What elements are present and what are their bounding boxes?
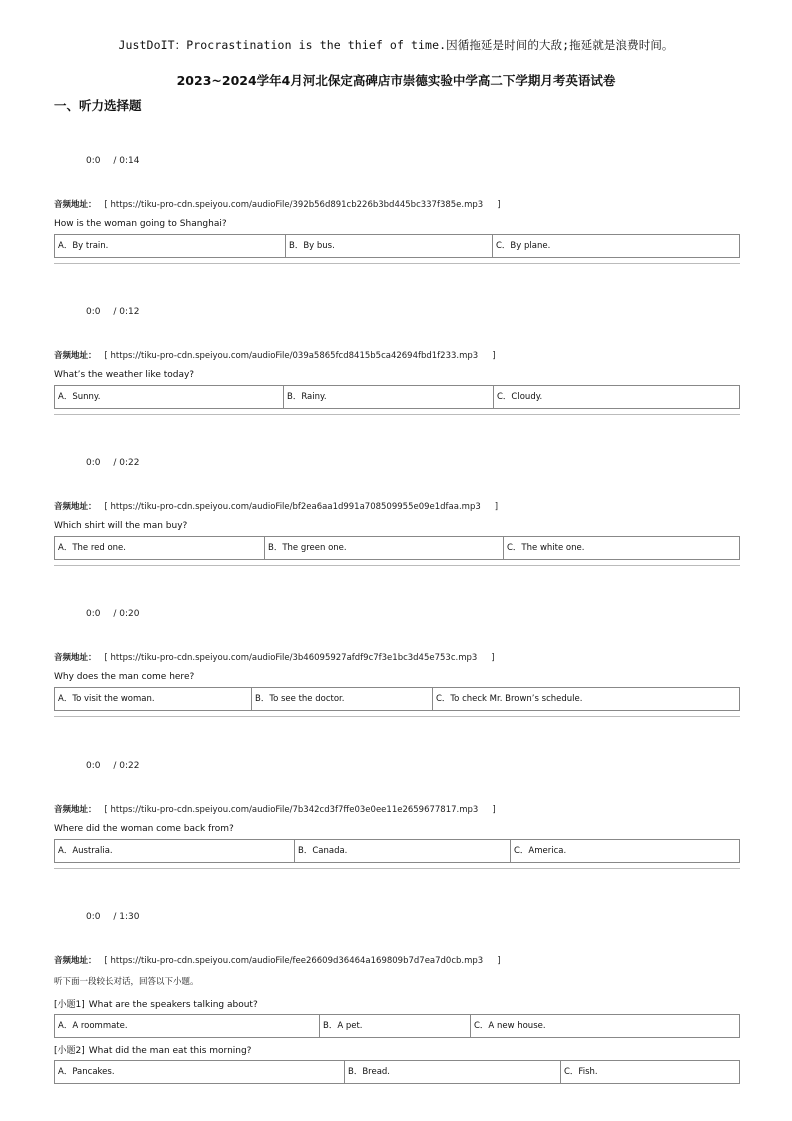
option-c[interactable]: C．The white one. bbox=[507, 543, 585, 553]
option-a[interactable]: A．Sunny. bbox=[55, 386, 284, 408]
option-b[interactable]: B．By bus. bbox=[286, 235, 493, 257]
divider bbox=[54, 565, 740, 566]
audio-source: 音频地址： [ https://tiku-pro-cdn.speiyou.com/audioFile/392b56d891cb226b3bd445bc337f385e.mp3 ] bbox=[54, 200, 501, 210]
question-stem: How is the woman going to Shanghai? bbox=[54, 219, 227, 229]
audio-link[interactable]: https://tiku-pro-cdn.speiyou.com/audioFile/fee26609d36464a169809b7d7ea7d0cb.mp3 bbox=[110, 956, 484, 966]
question-stem: What’s the weather like today? bbox=[54, 370, 195, 380]
audio-time: 0:0 / 0:14 bbox=[86, 156, 140, 166]
option-c[interactable]: C．Cloudy. bbox=[497, 392, 543, 402]
option-c[interactable]: C．A new house. bbox=[474, 1021, 546, 1031]
audio-source: 音频地址： [ https://tiku-pro-cdn.speiyou.com/audioFile/3b46095927afdf9c7f3e1bc3d45e753c.mp3 ] bbox=[54, 653, 495, 663]
audio-time: 0:0 / 0:12 bbox=[86, 307, 140, 317]
audio-link[interactable]: https://tiku-pro-cdn.speiyou.com/audioFile/392b56d891cb226b3bd445bc337f385e.mp3 bbox=[110, 200, 484, 210]
options-row bbox=[54, 234, 740, 258]
options-row bbox=[54, 1014, 740, 1038]
option-c[interactable]: C．Fish. bbox=[564, 1067, 598, 1077]
audio-source: 音频地址： [ https://tiku-pro-cdn.speiyou.com/audioFile/fee26609d36464a169809b7d7ea7d0cb.mp3 ] bbox=[54, 956, 501, 966]
option-b[interactable]: B．The green one. bbox=[265, 537, 504, 559]
divider bbox=[54, 716, 740, 717]
audio-link[interactable]: https://tiku-pro-cdn.speiyou.com/audioFile/3b46095927afdf9c7f3e1bc3d45e753c.mp3 bbox=[110, 653, 478, 663]
audio-source: 音频地址： [ https://tiku-pro-cdn.speiyou.com/audioFile/039a5865fcd8415b5ca42694fbd1f233.mp3 ] bbox=[54, 351, 496, 361]
option-c[interactable]: C．America. bbox=[514, 846, 567, 856]
options-row bbox=[54, 839, 740, 863]
section-heading: 一、听力选择题 bbox=[54, 98, 142, 113]
exam-title: 2023~2024学年4月河北保定高碑店市崇德实验中学高二下学期月考英语试卷 bbox=[176, 73, 616, 88]
option-a[interactable]: A．A roommate. bbox=[55, 1015, 320, 1037]
divider bbox=[54, 263, 740, 264]
audio-link[interactable]: https://tiku-pro-cdn.speiyou.com/audioFile/7b342cd3f7ffe03e0ee11e2659677817.mp3 bbox=[110, 805, 479, 815]
sub-question-1-stem: [小题1] What are the speakers talking about? bbox=[54, 1000, 258, 1010]
audio-time: 0:0 / 0:22 bbox=[86, 458, 140, 468]
option-b[interactable]: B．Bread. bbox=[345, 1061, 561, 1083]
option-b[interactable]: B．Canada. bbox=[295, 840, 511, 862]
sub-question-2-stem: [小题2] What did the man eat this morning? bbox=[54, 1046, 252, 1056]
option-b[interactable]: B．A pet. bbox=[320, 1015, 471, 1037]
options-row bbox=[54, 385, 740, 409]
options-row bbox=[54, 687, 740, 711]
option-b[interactable]: B．To see the doctor. bbox=[252, 688, 433, 710]
divider bbox=[54, 868, 740, 869]
question-stem: Where did the woman come back from? bbox=[54, 824, 234, 834]
option-a[interactable]: A．The red one. bbox=[55, 537, 265, 559]
audio-link[interactable]: https://tiku-pro-cdn.speiyou.com/audioFile/039a5865fcd8415b5ca42694fbd1f233.mp3 bbox=[110, 351, 479, 361]
audio-time: 0:0 / 1:30 bbox=[86, 912, 140, 922]
option-c[interactable]: C．To check Mr. Brown’s schedule. bbox=[436, 694, 583, 704]
option-a[interactable]: A．Australia. bbox=[55, 840, 295, 862]
motto-line: JustDoIT：Procrastination is the thief of time.因循拖延是时间的大敌;拖延就是浪费时间。 bbox=[118, 38, 674, 52]
options-row bbox=[54, 536, 740, 560]
option-a[interactable]: A．Pancakes. bbox=[55, 1061, 345, 1083]
audio-source: 音频地址： [ https://tiku-pro-cdn.speiyou.com/audioFile/bf2ea6aa1d991a708509955e09e1dfaa.mp3 ] bbox=[54, 502, 499, 512]
option-a[interactable]: A．By train. bbox=[55, 235, 286, 257]
dialogue-instruction: 听下面一段较长对话，回答以下小题。 bbox=[54, 977, 199, 987]
audio-source: 音频地址： [ https://tiku-pro-cdn.speiyou.com/audioFile/7b342cd3f7ffe03e0ee11e2659677817.mp3 ] bbox=[54, 805, 496, 815]
option-c[interactable]: C．By plane. bbox=[496, 241, 551, 251]
option-b[interactable]: B．Rainy. bbox=[284, 386, 494, 408]
divider bbox=[54, 414, 740, 415]
option-a[interactable]: A．To visit the woman. bbox=[55, 688, 252, 710]
options-row bbox=[54, 1060, 740, 1084]
audio-time: 0:0 / 0:20 bbox=[86, 609, 140, 619]
audio-link[interactable]: https://tiku-pro-cdn.speiyou.com/audioFile/bf2ea6aa1d991a708509955e09e1dfaa.mp3 bbox=[110, 502, 481, 512]
question-stem: Why does the man come here? bbox=[54, 672, 195, 682]
audio-time: 0:0 / 0:22 bbox=[86, 761, 140, 771]
question-stem: Which shirt will the man buy? bbox=[54, 521, 188, 531]
